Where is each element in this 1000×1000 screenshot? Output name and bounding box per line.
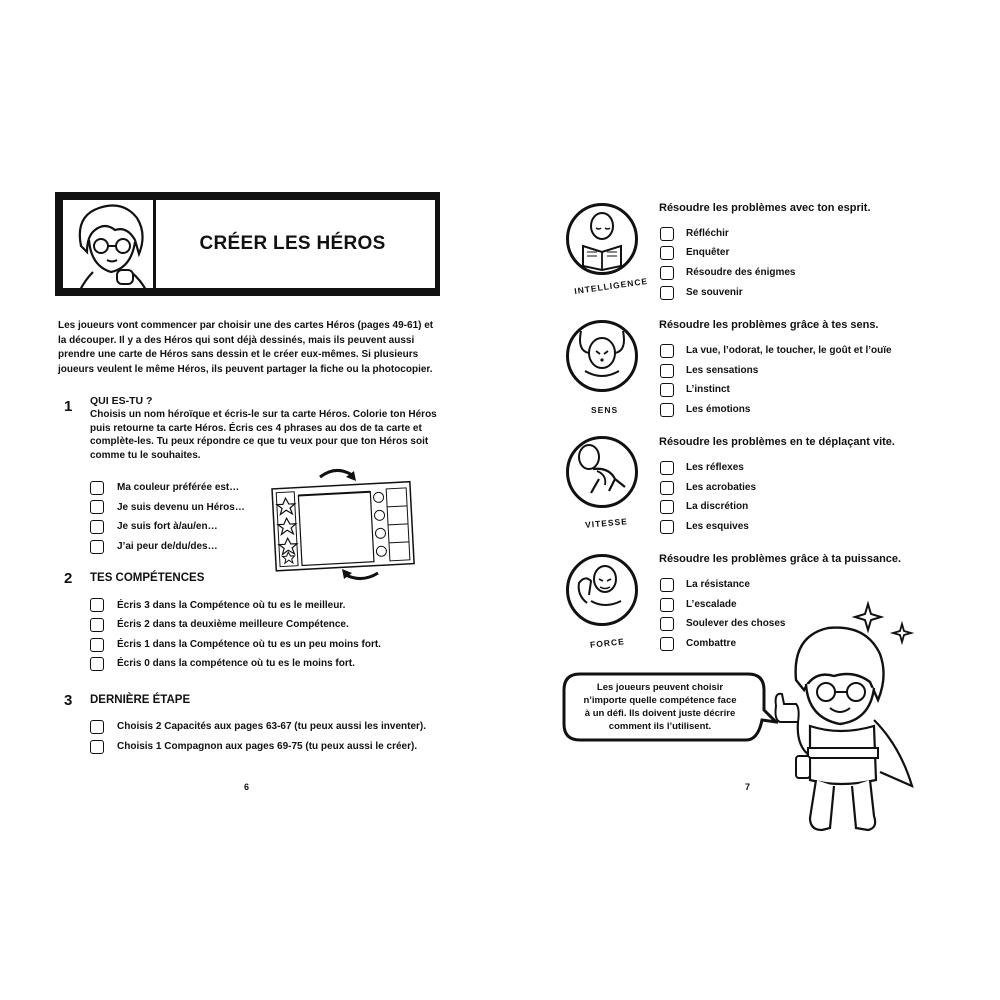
skill-label: SENS (591, 405, 619, 415)
skill-label: VITESSE (584, 516, 629, 530)
checkbox[interactable] (660, 383, 674, 397)
skill-badge-intelligence (566, 203, 638, 275)
checkbox[interactable] (90, 657, 104, 671)
list-item: L’escalade (686, 599, 737, 610)
step-text: Choisis un nom héroïque et écris-le sur ta carte Héros. Colorie ton Héros puis retourne ta carte Héros. Écris ces 4 phrases au dos de ta carte et complète-les. Tu peux répondre ce que tu veux pour que ton Héros soit comme tu le souhaites. (90, 409, 437, 461)
list-item: Écris 2 dans ta deuxième meilleure Compétence. (117, 619, 349, 630)
page-number: 7 (745, 782, 751, 792)
list-item: Les acrobaties (686, 482, 757, 493)
checkbox[interactable] (660, 364, 674, 378)
list-item: Se souvenir (686, 287, 743, 298)
checkbox[interactable] (660, 227, 674, 241)
list-item: Résoudre des énigmes (686, 267, 796, 278)
list-item: Soulever des choses (686, 618, 786, 629)
checkbox[interactable] (660, 246, 674, 260)
brain-figure-icon (569, 206, 635, 272)
list-item: Combattre (686, 638, 737, 649)
checkbox[interactable] (660, 403, 674, 417)
skill-label: FORCE (589, 636, 626, 650)
list-item: Les sensations (686, 365, 759, 376)
hero-portrait-illustration (65, 196, 157, 292)
intro-paragraph: Les joueurs vont commencer par choisir une des cartes Héros (pages 49-61) et la découper. Il y a des Héros qui sont déjà dessinés, mais ils peuvent aussi prendre une carte de Héros sans dessin et le créer eux-mêmes. Si plusieurs joueurs veulent le même Héros, ils peuvent partager la fiche ou la photocopier. (58, 320, 434, 375)
list-item: L’instinct (686, 384, 730, 395)
title-banner (55, 192, 440, 296)
skill-badge-sens (566, 320, 638, 392)
list-item: J’ai peur de/du/des… (117, 541, 218, 552)
page-number: 6 (244, 782, 250, 792)
skill-title: Résoudre les problèmes avec ton esprit. (659, 202, 871, 214)
checkbox[interactable] (90, 638, 104, 652)
skill-label: INTELLIGENCE (573, 275, 649, 297)
list-item: Je suis fort à/au/en… (117, 521, 218, 532)
list-item: Réfléchir (686, 228, 729, 239)
step-title: QUI ES-TU ? (90, 395, 153, 407)
skill-title: Résoudre les problèmes grâce à tes sens. (659, 319, 879, 331)
checkbox[interactable] (90, 500, 104, 514)
checkbox[interactable] (90, 540, 104, 554)
step-number: 2 (64, 570, 73, 587)
checkbox[interactable] (90, 720, 104, 734)
checkbox[interactable] (660, 598, 674, 612)
list-item: Choisis 2 Capacités aux pages 63-67 (tu peux aussi les inventer). (117, 721, 427, 732)
checkbox[interactable] (660, 500, 674, 514)
checkbox[interactable] (660, 286, 674, 300)
senses-figure-icon (569, 323, 635, 389)
checkbox[interactable] (660, 578, 674, 592)
list-item: Choisis 1 Compagnon aux pages 69-75 (tu peux aussi le créer). (117, 741, 418, 752)
checkbox[interactable] (660, 344, 674, 358)
list-item: Ma couleur préférée est… (117, 482, 240, 493)
skill-badge-force (566, 554, 638, 626)
step-title: TES COMPÉTENCES (90, 572, 205, 584)
list-item: Je suis devenu un Héros… (117, 502, 245, 513)
running-figure-icon (569, 439, 635, 505)
checkbox[interactable] (660, 520, 674, 534)
list-item: La vue, l’odorat, le toucher, le goût et l’ouïe (686, 345, 892, 356)
list-item: Les esquives (686, 521, 749, 532)
flexing-figure-icon (569, 557, 635, 623)
checkbox[interactable] (660, 637, 674, 651)
list-item: Écris 1 dans la Compétence où tu es un peu moins fort. (117, 639, 381, 650)
step-number: 3 (64, 692, 73, 709)
checkbox[interactable] (660, 617, 674, 631)
hero-card-illustration (268, 463, 428, 585)
checkbox[interactable] (660, 461, 674, 475)
checkbox[interactable] (90, 618, 104, 632)
step-number: 1 (64, 398, 73, 415)
step-title: DERNIÈRE ÉTAPE (90, 694, 191, 706)
checkbox[interactable] (90, 481, 104, 495)
checkbox[interactable] (90, 740, 104, 754)
checkbox[interactable] (660, 266, 674, 280)
page-title: CRÉER LES HÉROS (199, 233, 386, 254)
list-item: Écris 0 dans la compétence où tu es le moins fort. (117, 658, 355, 669)
list-item: Les émotions (686, 404, 751, 415)
skill-title: Résoudre les problèmes grâce à ta puissance. (659, 553, 902, 565)
list-item: La résistance (686, 579, 750, 590)
list-item: La discrétion (686, 501, 749, 512)
list-item: Les réflexes (686, 462, 744, 473)
list-item: Écris 3 dans la Compétence où tu es le meilleur. (117, 600, 346, 611)
speech-bubble-text: Les joueurs peuvent choisir n’importe quelle compétence face à un défi. Ils doivent juste décrire comment ils l’utilisent. (583, 682, 737, 732)
checkbox[interactable] (90, 598, 104, 612)
skill-title: Résoudre les problèmes en te déplaçant vite. (659, 436, 895, 448)
list-item: Enquêter (686, 247, 730, 258)
checkbox[interactable] (660, 481, 674, 495)
skill-badge-vitesse (566, 436, 638, 508)
checkbox[interactable] (90, 520, 104, 534)
hero-thumbs-up-illustration (770, 596, 920, 840)
